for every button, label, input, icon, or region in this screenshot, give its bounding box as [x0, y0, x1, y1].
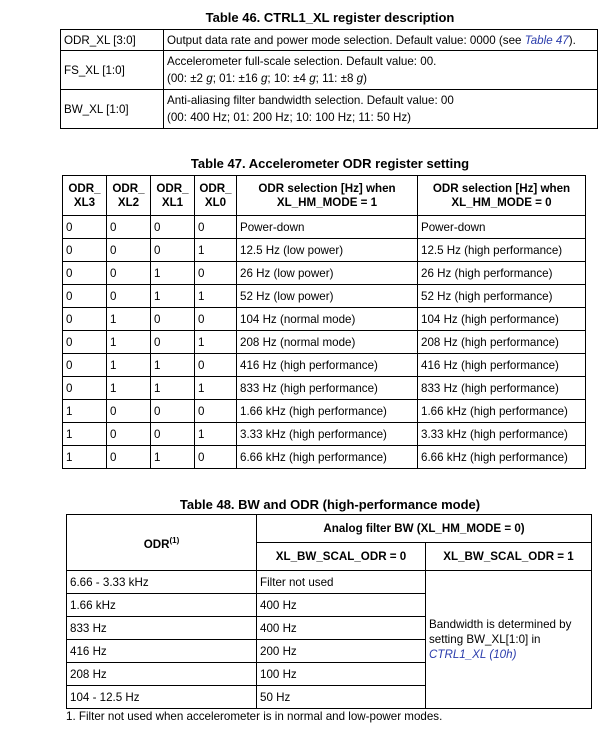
table-cell: 0 [107, 423, 151, 446]
table47-caption: Table 47. Accelerometer ODR register setting [190, 156, 470, 171]
merged-bandwidth-cell: Bandwidth is determined by setting BW_XL[1:0] in CTRL1_XL (10h) [426, 571, 592, 709]
table-cell: 1 [63, 446, 107, 469]
table-cell: 104 Hz (normal mode) [237, 308, 418, 331]
footnote: 1. Filter not used when accelerometer is in normal and low-power modes. [66, 710, 443, 723]
table-row [63, 354, 586, 377]
table-cell: 26 Hz (low power) [237, 262, 418, 285]
table-row [63, 285, 586, 308]
desc-cell: Accelerometer full-scale selection. Default value: 00. (00: ±2 g; 01: ±16 g; 10: ±4 g; 11: ±8 g) [164, 51, 598, 90]
table-row [63, 216, 586, 239]
table-cell: 26 Hz (high performance) [418, 262, 586, 285]
col-header: ODR selection [Hz] when XL_HM_MODE = 0 [418, 176, 586, 216]
table-cell: 1 [195, 423, 237, 446]
table-cell: 1 [151, 446, 195, 469]
table-cell: 1 [63, 400, 107, 423]
table-cell: Power-down [418, 216, 586, 239]
table-cell: 0 [107, 285, 151, 308]
desc-cell: Output data rate and power mode selection. Default value: 0000 (see Table 47). [164, 30, 598, 51]
table-cell: 0 [151, 423, 195, 446]
table-cell: 50 Hz [257, 686, 426, 709]
table-row [61, 90, 598, 129]
table-cell: 6.66 - 3.33 kHz [67, 571, 257, 594]
table-cell: 0 [63, 239, 107, 262]
table-cell: 0 [107, 216, 151, 239]
desc-cell: Anti-aliasing filter bandwidth selection. Default value: 00 (00: 400 Hz; 01: 200 Hz; 10: 100 Hz; 11: 50 Hz) [164, 90, 598, 129]
table-cell: 833 Hz (high performance) [418, 377, 586, 400]
table-cell: 1 [151, 285, 195, 308]
table-cell: 1 [107, 308, 151, 331]
table-row [67, 571, 592, 594]
table-cell: 0 [63, 354, 107, 377]
col-header: XL_BW_SCAL_ODR = 0 [257, 543, 426, 571]
table-cell: 0 [195, 262, 237, 285]
table-cell: 0 [195, 308, 237, 331]
table-row [63, 308, 586, 331]
table-cell: 3.33 kHz (high performance) [237, 423, 418, 446]
table-cell: 1 [195, 377, 237, 400]
table-cell: 0 [63, 262, 107, 285]
table-cell: 208 Hz [67, 663, 257, 686]
col-header: XL_BW_SCAL_ODR = 1 [426, 543, 592, 571]
table-cell: 12.5 Hz (high performance) [418, 239, 586, 262]
table-cell: 416 Hz (high performance) [418, 354, 586, 377]
col-header: ODR_ XL1 [151, 176, 195, 216]
col-header: ODR_ XL0 [195, 176, 237, 216]
table-cell: Filter not used [257, 571, 426, 594]
table-cell: 6.66 kHz (high performance) [418, 446, 586, 469]
table-cell: 0 [195, 354, 237, 377]
table-row [63, 400, 586, 423]
table-cell: 3.33 kHz (high performance) [418, 423, 586, 446]
table48-caption: Table 48. BW and ODR (high-performance mode) [179, 497, 481, 512]
table-cell: 0 [151, 216, 195, 239]
col-header: ODR_ XL2 [107, 176, 151, 216]
table-cell: 208 Hz (normal mode) [237, 331, 418, 354]
table46-caption: Table 46. CTRL1_XL register description [205, 10, 455, 25]
table-cell: 0 [195, 216, 237, 239]
table-row [63, 239, 586, 262]
table-cell: 400 Hz [257, 617, 426, 640]
table-cell: 0 [63, 285, 107, 308]
col-header: ODR_ XL3 [63, 176, 107, 216]
table-row [61, 30, 598, 51]
table-cell: 0 [63, 331, 107, 354]
table-cell: 833 Hz [67, 617, 257, 640]
table-cell: 400 Hz [257, 594, 426, 617]
table-cell: 0 [195, 446, 237, 469]
table-cell: 1 [195, 239, 237, 262]
table-cell: 0 [63, 216, 107, 239]
field-cell: ODR_XL [3:0] [61, 30, 164, 51]
col-header: ODR selection [Hz] when XL_HM_MODE = 1 [237, 176, 418, 216]
table-row [63, 262, 586, 285]
field-cell: FS_XL [1:0] [61, 51, 164, 90]
table-cell: 104 Hz (high performance) [418, 308, 586, 331]
table-cell: 200 Hz [257, 640, 426, 663]
table-cell: 1 [63, 423, 107, 446]
table-cell: 0 [151, 239, 195, 262]
table48 [66, 514, 592, 709]
table-cell: 1 [151, 377, 195, 400]
table-header-row [67, 515, 592, 543]
table-cell: 833 Hz (high performance) [237, 377, 418, 400]
table-cell: 1.66 kHz (high performance) [418, 400, 586, 423]
table-cell: 1 [107, 377, 151, 400]
table-cell: 1 [107, 331, 151, 354]
table-header-row [63, 176, 586, 216]
table-row [63, 446, 586, 469]
table-cell: 12.5 Hz (low power) [237, 239, 418, 262]
table-row [63, 377, 586, 400]
table-cell: 6.66 kHz (high performance) [237, 446, 418, 469]
table47 [62, 175, 586, 469]
table-cell: 1 [151, 354, 195, 377]
table-cell: 104 - 12.5 Hz [67, 686, 257, 709]
table-cell: 100 Hz [257, 663, 426, 686]
table-row [63, 331, 586, 354]
table-cell: 0 [107, 446, 151, 469]
table-row [63, 423, 586, 446]
table-cell: 1.66 kHz [67, 594, 257, 617]
table-cell: 52 Hz (low power) [237, 285, 418, 308]
table-cell: 1.66 kHz (high performance) [237, 400, 418, 423]
field-cell: BW_XL [1:0] [61, 90, 164, 129]
table-row [61, 51, 598, 90]
odr-header: ODR$^{(1)}$ [67, 515, 257, 571]
table-cell: 0 [151, 400, 195, 423]
table-cell: 0 [63, 377, 107, 400]
table-cell: 416 Hz [67, 640, 257, 663]
group-header: Analog filter BW (XL_HM_MODE = 0) [257, 515, 592, 543]
ctrl1-xl-link[interactable]: CTRL1_XL (10h) [429, 648, 517, 661]
table-cell: 1 [195, 331, 237, 354]
table-cell: 1 [107, 354, 151, 377]
table-cell: 0 [63, 308, 107, 331]
table-cell: 0 [107, 400, 151, 423]
table-cell: Power-down [237, 216, 418, 239]
table-cell: 0 [151, 308, 195, 331]
table-cell: 0 [195, 400, 237, 423]
table-cell: 208 Hz (high performance) [418, 331, 586, 354]
table-cell: 0 [107, 239, 151, 262]
table-cell: 416 Hz (high performance) [237, 354, 418, 377]
table-cell: 0 [151, 331, 195, 354]
table47-link[interactable]: Table 47 [524, 33, 569, 47]
table-cell: 1 [151, 262, 195, 285]
table-cell: 1 [195, 285, 237, 308]
table46 [60, 29, 598, 129]
table-cell: 0 [107, 262, 151, 285]
table-cell: 52 Hz (high performance) [418, 285, 586, 308]
